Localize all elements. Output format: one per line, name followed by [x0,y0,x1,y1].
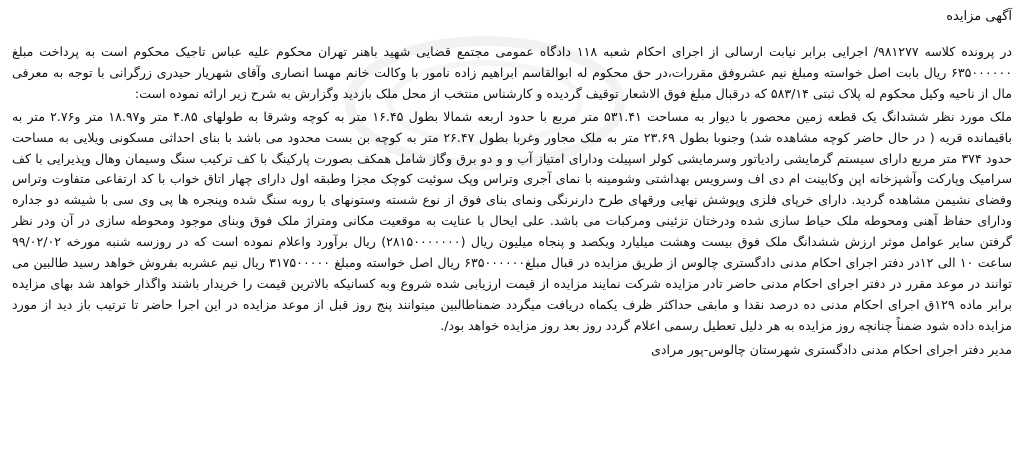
case-intro-paragraph: در پرونده کلاسه ۹۸۱۲۷۷/ اجرایی برابر نیابت ارسالی از اجرای احکام شعبه ۱۱۸ دادگاه عمومی مجتمع قضایی شهید باهنر تهران محکوم علیه عباس تاجیک محکوم است به پرداخت مبلغ ۶۳۵۰۰۰۰۰۰ ریال بابت اصل خواسته ومبلغ نیم عشروفق مقررات،در حق محکوم له ابوالقاسم ابراهیم زاده نامور با وکالت خانم مهسا انصاری وآقای شهریار حیدری زرگرانی با توجه به معرفی مال از ناحیه وکیل محکوم له پلاک ثبتی ۵۸۳/۱۴ که درقبال مبلغ فوق الاشعار توقیف گردیده و کارشناس منتخب از محل ملک بازدید وگزارش به شرح زیر ارائه نموده است: [12,44,1013,101]
property-description-paragraph: ملک مورد نظر ششدانگ یک قطعه زمین محصور با دیوار به مساحت ۵۳۱.۴۱ متر مربع با حدود اربعه شمالا بطول ۱۶.۴۵ متر به کوچه وشرقا به طولهای ۴.۸۵ متر و۱۸.۹۷ متر و۲.۷۶ متر به باقیمانده قریه ( در حال حاضر کوچه مشاهده شد) وجنوبا بطول ۲۳.۶۹ متر به ملک مجاور وغربا بطول ۲۶.۴۷ متر به کوچه بن بست محدود می باشد با بنای احداثی مسکونی ویلایی به مساحت حدود ۳۷۴ متر مربع دارای سیستم گرمایشی رادیاتور وسرمایشی کولر اسپیلت ودارای امتیاز آب و و دو برق وگاز شامل همکف بصورت پارکینگ با کف ترکیب سنگ وسیمان وهال وپذیرایی با کف سرامیک وپارکت وآشپزخانه اپن وکابینت ام دی اف وسرویس بهداشتی وشومینه با نمای آجری وتراس وپک سوئیت کوچک مجزا وطبقه اول دارای چهار اتاق خواب با کد ارتفاعی متفاوت وتراس وفضای نشیمن مشاهده گردید. دارای خرپای فلزی وپوشش نهایی ورقهای طرح دارنرنگی ونمای بنای فوق از نوع شسته وستونهای با روبه سنگ شده وپنجره ها پی وی سی با شیشه دو جداره ودارای حفاظ آهنی ومحوطه ملک حیاط سازی شده ودرختان تزئینی ومرکبات می باشد. علی ایحال با عنایت به موقعیت مکانی ومتراژ ملک فوق وبنای موجود ومحوطه سازی در آن ودر نظر گرفتن سایر عوامل موثر ارزش ششدانگ ملک فوق بیست وهشت میلیارد ویکصد و پنجاه میلیون ریال (۲۸۱۵۰۰۰۰۰۰۰) ریال برآورد واعلام نموده است که در روزسه شنبه مورخه ۹۹/۰۲/۰۲ ساعت ۱۰ الی ۱۲در دفتر اجرای احکام مدنی دادگستری چالوس از طریق مزایده در قبال مبلغ۶۳۵۰۰۰۰۰۰ ریال اصل خواسته ومبلغ ۳۱۷۵۰۰۰۰۰ ریال نیم عشربه بفروش خواهد رسید طالبین می توانند در موعد مقرر در دفتر اجرای احکام مدنی حاضر تادر مزایده شرکت نمایند مزایده از قیمت ارزیابی شده شروع وبه کسانیکه بالاترین قیمت را خریدار باشند واگذار خواهد شد بهای مزایده برابر ماده ۱۲۹ق اجرای احکام مدنی ده درصد نقدا و مابقی حداکثر ظرف یکماه دریافت میگردد ضمناطالبین میتوانند پنج روز قبل از موعد مزایده در این اجرا حاضر تا ترتیب باز دید از مورد مزایده داده شود ضمناً چنانچه روز مزایده به هر دلیل تعطیل رسمی اعلام گردد روز بعد روز مزایده خواهد بود/. [12,108,1013,333]
announcement-title: آگهی مزایده [946,9,1012,24]
signature-line: مدیر دفتر اجرای احکام مدنی دادگستری شهرستان چالوس-پور مرادی [651,341,1012,357]
